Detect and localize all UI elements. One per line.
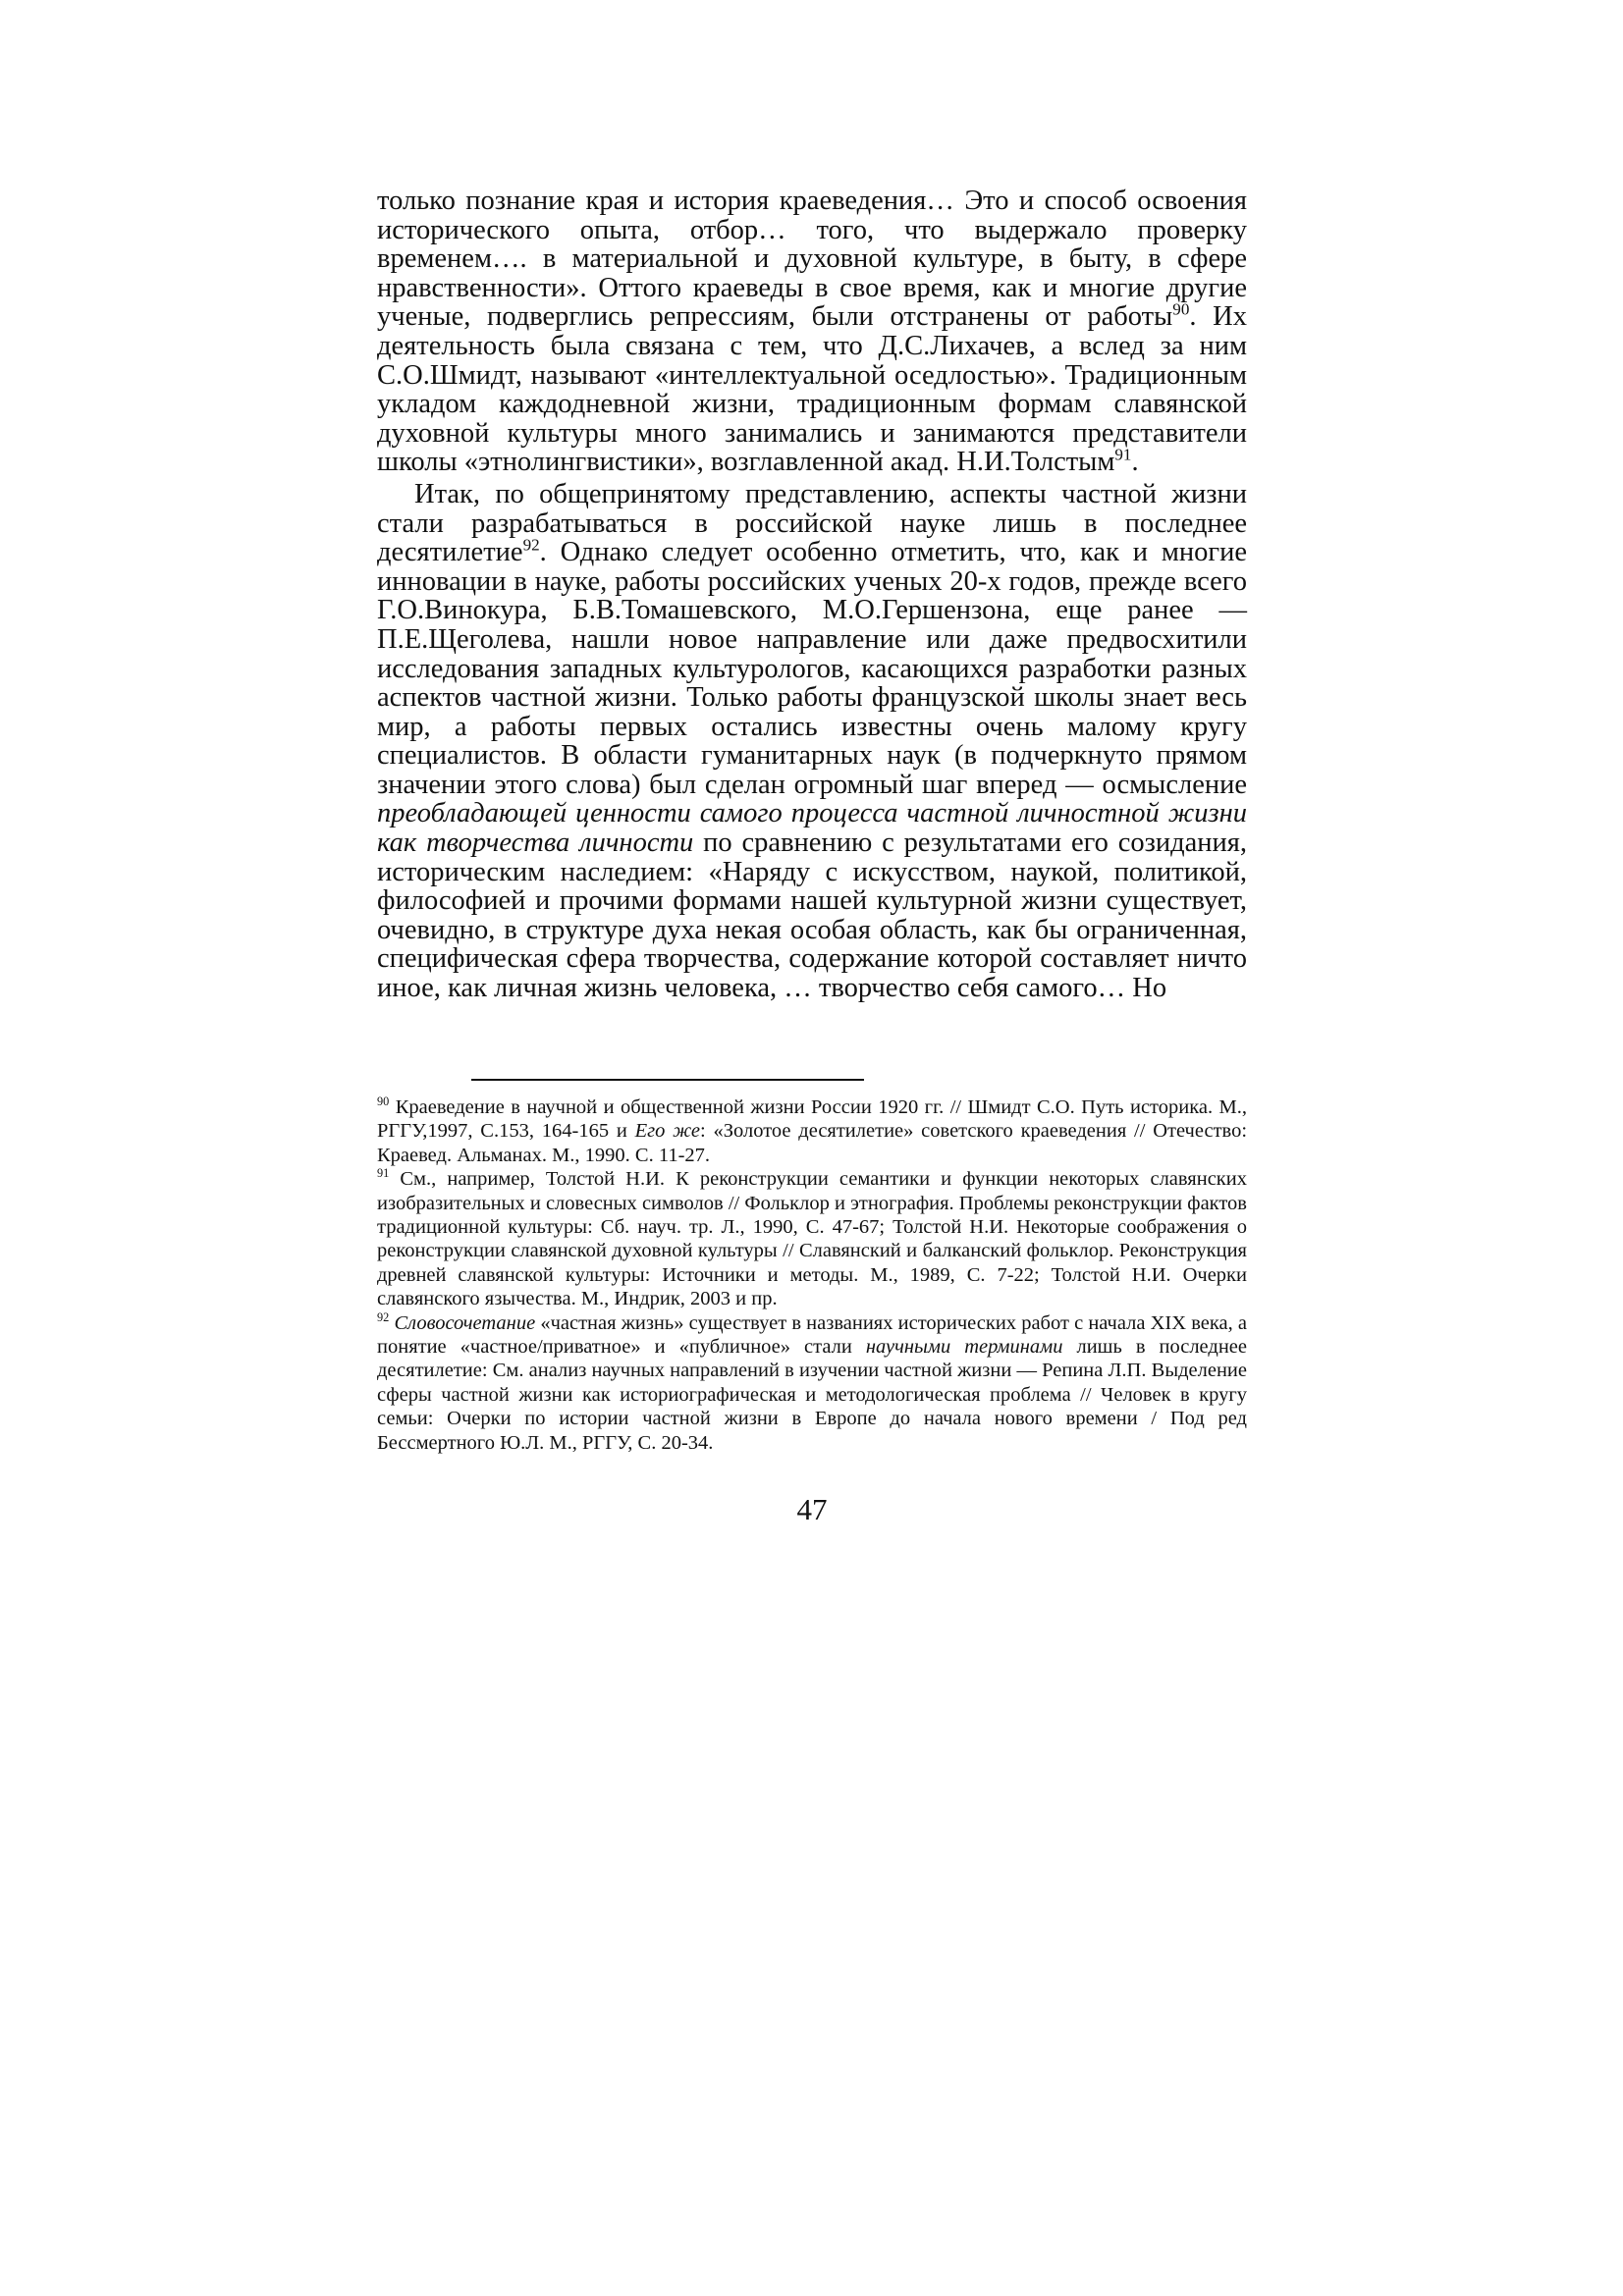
footnote-90 [377,1095,1247,1167]
footnote-90-text-b: : «Золотое десятилетие» советского краеведения // Отечество: Краевед. Альманах. М., 1990. С. 11-27. [377,1120,1248,1166]
footnote-separator [471,1079,864,1081]
main-text [377,187,1247,1003]
footnote-ref-92[interactable]: 92 [522,535,540,555]
footnote-92-number: 92 [377,1309,390,1324]
footnote-91 [377,1167,1247,1310]
footnote-92-emphasis-2: научными терминами [865,1336,1063,1359]
footnote-92-emphasis-1: Словосочетание [394,1311,536,1334]
paragraph-2-text-c: по сравнению с результатами его созидания, историческим наследием: «Наряду с искусством, наукой, политикой, философией и прочими формами нашей культурной жизни существует, очевидно, в структуре духа некая особая область, как бы ограниченная, специфическая сфера творчества, содержание которой составляет ничто иное, как личная жизнь человека, … творчество себя самого… Но [377,828,1248,1004]
paragraph-2-text-b: . Однако следует особенно отметить, что, как и многие инновации в науке, работы российских ученых 20-х годов, прежде всего Г.О.Винокура, Б.В.Томашевского, М.О.Гершензона, еще ранее — П.Е.Щеголева, нашли новое направление или даже предвосхитили исследования западных культурологов, касающихся разработки разных аспектов частной жизни. Только работы французской школы знает весь мир, а работы первых остались известны очень малому кругу специалистов. В области гуманитарных наук (в подчеркнуто прямом значении этого слова) был сделан огромный шаг вперед — осмысление [377,537,1247,800]
document-page [377,186,1248,1526]
footnote-91-number: 91 [377,1166,390,1181]
footnote-91-text: См., например, Толстой Н.И. К реконструкции семантики и функции некоторых славянских изобразительных и словесных символов // Фольклор и этнография. Проблемы реконструкции фактов традиционной культуры: Сб. науч. тр. Л., 1990, С. 47-67; Толстой Н.И. Некоторые соображения о реконструкции славянской духовной культуры // Славянский и балканский фольклор. Реконструкция древней славянской культуры: Источники и методы. М., 1989, С. 7-22; Толстой Н.И. Очерки славянского язычества. М., Индрик, 2003 и пр. [377,1168,1247,1310]
paragraph-2-text-a: Итак, по общепринятому представлению, аспекты частной жизни стали разрабатываться в российской науке лишь в последнее десятилетие [377,478,1247,568]
footnote-92-text-b: лишь в последнее десятилетие: См. анализ научных направлений в изучении частной жизни — Репина Л.П. Выделение сферы частной жизни как историографическая и методологическая проблема // Человек в кругу семьи: Очерки по истории частной жизни в Европе до начала нового времени / Под ред Бессмертного Ю.Л. М., РГГУ, С. 20-34. [377,1336,1247,1454]
page-number: 47 [796,1492,828,1526]
paragraph-1-text-b: . Их деятельность была связана с тем, что Д.С.Лихачев, а вслед за ним С.О.Шмидт, называют «интеллектуальной оседлостью». Традиционным укладом каждодневной жизни, традиционным формам славянской духовной культуры много занимались и занимаются представители школы «этнолингвистики», возглавленной акад. Н.И.Толстым [377,301,1247,478]
footnote-90-number: 90 [377,1095,390,1109]
paragraph-1-text-a: только познание края и история краеведения… Это и способ освоения исторического опыта, отбор… того, что выдержало проверку временем…. в материальной и духовной культуре, в быту, в сфере нравственности». Оттого краеведы в свое время, как и многие другие ученые, подверглись репрессиям, были отстранены от работы [377,186,1247,333]
paragraph-2-emphasis: преобладающей ценности самого процесса частной личностной жизни как творчества личности [377,798,1247,859]
footnote-92-text-a: «частная жизнь» существует в названиях исторических работ с начала XIX века, а понятие «частное/приватное» и «публичное» стали [377,1311,1247,1359]
footnote-90-text-a: Краеведение в научной и общественной жизни России 1920 гг. // Шмидт С.О. Путь историка. М., РГГУ,1997, С.153, 164-165 и [377,1096,1247,1143]
footnote-ref-91[interactable]: 91 [1114,445,1132,464]
paragraph-1 [377,187,1247,477]
paragraph-2 [377,480,1247,1003]
paragraph-1-text-c: . [1131,447,1139,478]
footnote-ref-90[interactable]: 90 [1172,299,1190,319]
footnote-92 [377,1311,1247,1455]
footnotes [377,1095,1247,1455]
footnote-90-emphasis: Его же [634,1120,701,1143]
